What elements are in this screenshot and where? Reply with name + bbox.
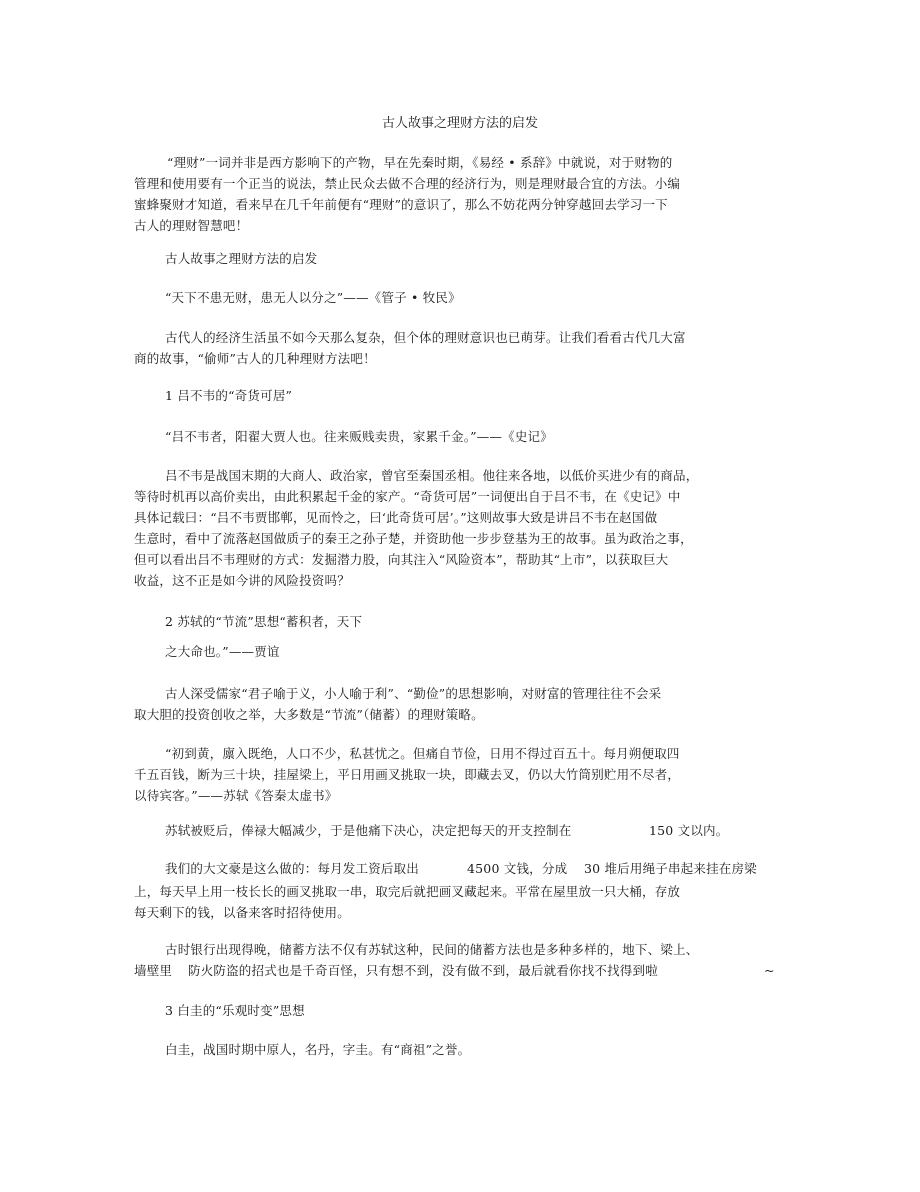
- quote-line: “初到黄，廪入既绝，人口不少，私甚忧之。但痛自节俭，日用不得过百五十。每月朔便取四: [165, 746, 680, 761]
- paragraph-line: 生意时，看中了流落赵国做质子的秦王之孙子楚，并资助他一步步登基为王的故事。虽为政治之事，: [134, 531, 693, 546]
- paragraph-line: 上，每天早上用一枝长长的画叉挑取一串，取完后就把画叉藏起来。平常在屋里放一只大桶，存放: [134, 884, 681, 899]
- paragraph-line: 古人深受儒家“君子喻于义，小人喻于利”、“勤俭”的思想影响，对财富的管理往往不会采: [165, 686, 662, 701]
- paragraph-line: 收益，这不正是如今讲的风险投资吗？: [134, 573, 350, 588]
- paragraph-line: 等待时机再以高价卖出，由此积累起千金的家产。“奇货可居”一词便出自于吕不韦，在《史记》中: [134, 489, 681, 504]
- quote-line: “吕不韦者，阳翟大贾人也。往来贩贱卖贵，家累千金。”——《史记》: [165, 429, 553, 444]
- paragraph-line: 苏轼被贬后，俸禄大幅减少，于是他痛下决心，决定把每天的开支控制在: [165, 823, 572, 838]
- section-heading: 2 苏轼的“节流”思想“蓄积者，天下: [165, 614, 363, 629]
- section-subtitle: 古人故事之理财方法的启发: [165, 251, 318, 266]
- paragraph-line-fragment: 150 文以内。: [649, 823, 729, 838]
- section-heading: 3 白圭的“乐观时变”思想: [165, 1003, 305, 1018]
- paragraph-line: 古人的理财智慧吧！: [134, 218, 249, 233]
- paragraph-line: 古代人的经济生活虽不如今天那么复杂，但个体的理财意识也已萌芽。让我们看看古代几大富: [165, 330, 686, 345]
- quote-line: “天下不患无财，患无人以分之”——《管子 • 牧民》: [165, 290, 461, 305]
- tilde-mark: ~: [764, 963, 775, 978]
- paragraph-line-fragment: 30 堆后用绳子串起来挂在房梁: [584, 861, 757, 876]
- paragraph-line: 取大胆的投资创收之举，大多数是“节流”（储蓄）的理财策略。: [134, 707, 484, 722]
- paragraph-line-fragment: 4500 文钱，分成: [467, 861, 568, 876]
- paragraph-line: 蜜蜂聚财才知道，看来早在几千年前便有“理财”的意识了，那么不妨花两分钟穿越回去学习一下: [134, 197, 668, 212]
- paragraph-line-fragment: 防火防盗的招式也是千奇百怪，只有想不到，没有做不到，最后就看你找不找得到啦: [188, 963, 658, 978]
- paragraph-line: 古时银行出现得晚，储蓄方法不仅有苏轼这种，民间的储蓄方法也是多种多样的，地下、梁上、: [165, 942, 699, 957]
- section-heading: 1 吕不韦的“奇货可居”: [165, 388, 293, 403]
- paragraph-line: 商的故事，“偷师”古人的几种理财方法吧！: [134, 351, 376, 366]
- paragraph-line: 墙壁里: [134, 963, 173, 978]
- paragraph-line: 每天剩下的钱，以备来客时招待使用。: [134, 905, 350, 920]
- paragraph-line: 吕不韦是战国末期的大商人、政治家，曾官至秦国丞相。他往来各地，以低价买进少有的商品，: [165, 468, 699, 483]
- quote-line: 千五百钱，断为三十块，挂屋梁上，平日用画叉挑取一块，即藏去叉，仍以大竹筒别贮用不尽者，: [134, 767, 681, 782]
- paragraph-line: “理财”一词并非是西方影响下的产物，早在先秦时期，《易经 • 系辞》中就说，对于财物的: [167, 155, 673, 170]
- paragraph-line: 但可以看出吕不韦理财的方式：发掘潜力股，向其注入“风险资本”，帮助其“上市”，以获取巨大: [134, 552, 669, 567]
- paragraph-line: 白圭，战国时期中原人，名丹，字圭。有“商祖”之誉。: [165, 1042, 471, 1057]
- quote-line: 以待宾客。”——苏轼《答秦太虚书》: [134, 788, 338, 803]
- document-title: 古人故事之理财方法的启发: [381, 116, 538, 131]
- paragraph-line: 我们的大文豪是这么做的：每月发工资后取出: [165, 861, 420, 876]
- paragraph-line: 具体记载曰：“吕不韦贾邯郸，见而怜之，曰‘此奇货可居’。”这则故事大致是讲吕不韦在赵国做: [134, 510, 658, 525]
- section-heading-continued: 之大命也。”——贾谊: [165, 644, 280, 659]
- paragraph-line: 管理和使用要有一个正当的说法，禁止民众去做不合理的经济行为，则是理财最合宜的方法。小编: [134, 176, 681, 191]
